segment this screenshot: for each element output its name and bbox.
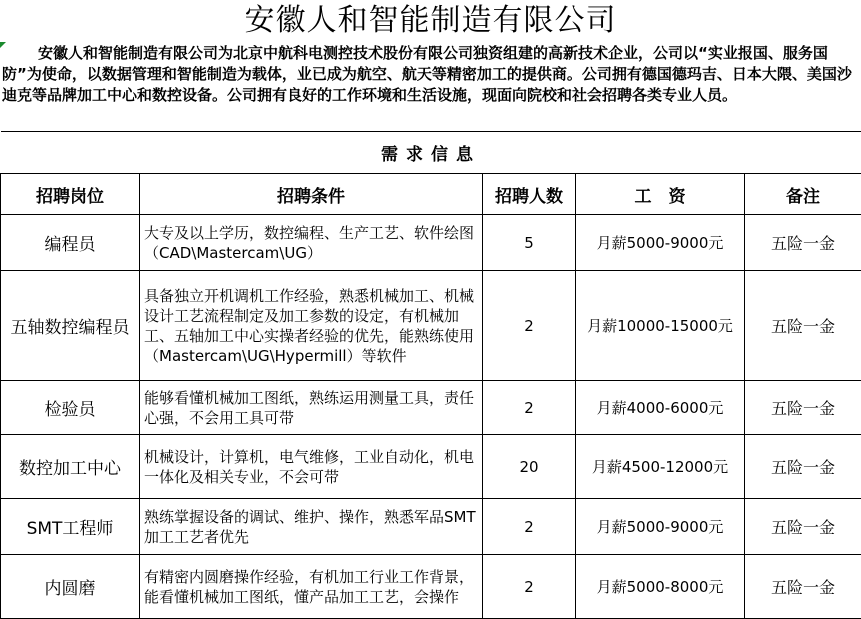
- table-row: [1, 381, 861, 435]
- row-position: 五轴数控编程员: [1, 271, 140, 381]
- row-salary: 月薪5000-9000元: [576, 215, 745, 271]
- row-requirements: 能够看懂机械加工图纸，熟练运用测量工具，责任心强，不会用工具可带: [140, 381, 483, 435]
- row-salary: 月薪5000-9000元: [576, 499, 745, 555]
- row-position: 数控加工中心: [1, 435, 140, 499]
- row-salary: 月薪10000-15000元: [576, 271, 745, 381]
- row-note: 五险一金: [745, 215, 861, 271]
- row-salary: 月薪4500-12000元: [576, 435, 745, 499]
- row-position: 内圆磨: [1, 555, 140, 619]
- row-count: 5: [483, 215, 576, 271]
- row-count: 2: [483, 271, 576, 381]
- header-salary: 工 资: [576, 174, 745, 215]
- row-count: 2: [483, 499, 576, 555]
- table-row: [1, 555, 861, 619]
- row-requirements: 有精密内圆磨操作经验，有机加工行业工作背景，能看懂机械加工图纸，懂产品加工工艺，会操作: [140, 555, 483, 619]
- row-note: 五险一金: [745, 271, 861, 381]
- row-position: 检验员: [1, 381, 140, 435]
- row-salary: 月薪5000-8000元: [576, 555, 745, 619]
- row-note: 五险一金: [745, 555, 861, 619]
- company-title: 安徽人和智能制造有限公司: [0, 0, 861, 42]
- row-position: 编程员: [1, 215, 140, 271]
- header-row: [1, 174, 861, 215]
- row-note: 五险一金: [745, 499, 861, 555]
- row-note: 五险一金: [745, 435, 861, 499]
- row-requirements: 机械设计，计算机，电气维修，工业自动化，机电一体化及相关专业，不会可带: [140, 435, 483, 499]
- table-row: [1, 499, 861, 555]
- header-requirements: 招聘条件: [140, 174, 483, 215]
- recruitment-table: [0, 131, 861, 619]
- row-count: 2: [483, 381, 576, 435]
- header-position: 招聘岗位: [1, 174, 140, 215]
- row-requirements: 具备独立开机调机工作经验，熟悉机械加工、机械设计工艺流程制定及加工参数的设定，有机械加工、五轴加工中心实操者经验的优先，能熟练使用（Mastercam\UG\Hypermill）等软件: [140, 271, 483, 381]
- row-position: SMT工程师: [1, 499, 140, 555]
- table-row: [1, 271, 861, 381]
- row-salary: 月薪4000-6000元: [576, 381, 745, 435]
- header-note: 备注: [745, 174, 861, 215]
- table-row: [1, 215, 861, 271]
- row-count: 20: [483, 435, 576, 499]
- table-row: [1, 435, 861, 499]
- row-requirements: 熟练掌握设备的调试、维护、操作，熟悉军品SMT加工工艺者优先: [140, 499, 483, 555]
- section-title: 需求信息: [1, 132, 861, 174]
- row-count: 2: [483, 555, 576, 619]
- header-count: 招聘人数: [483, 174, 576, 215]
- row-requirements: 大专及以上学历，数控编程、生产工艺、软件绘图（CAD\Mastercam\UG）: [140, 215, 483, 271]
- company-intro: 安徽人和智能制造有限公司为北京中航科电测控技术股份有限公司独资组建的高新技术企业，公司以“实业报国、服务国防”为使命，以数据管理和智能制造为载体，业已成为航空、航天等精密加工的提供商。公司拥有德国德玛吉、日本大隈、美国沙迪克等品牌加工中心和数控设备。公司拥有良好的工作环境和生活设施，现面向院校和社会招聘各类专业人员。: [2, 43, 858, 131]
- section-row: [1, 132, 861, 174]
- row-note: 五险一金: [745, 381, 861, 435]
